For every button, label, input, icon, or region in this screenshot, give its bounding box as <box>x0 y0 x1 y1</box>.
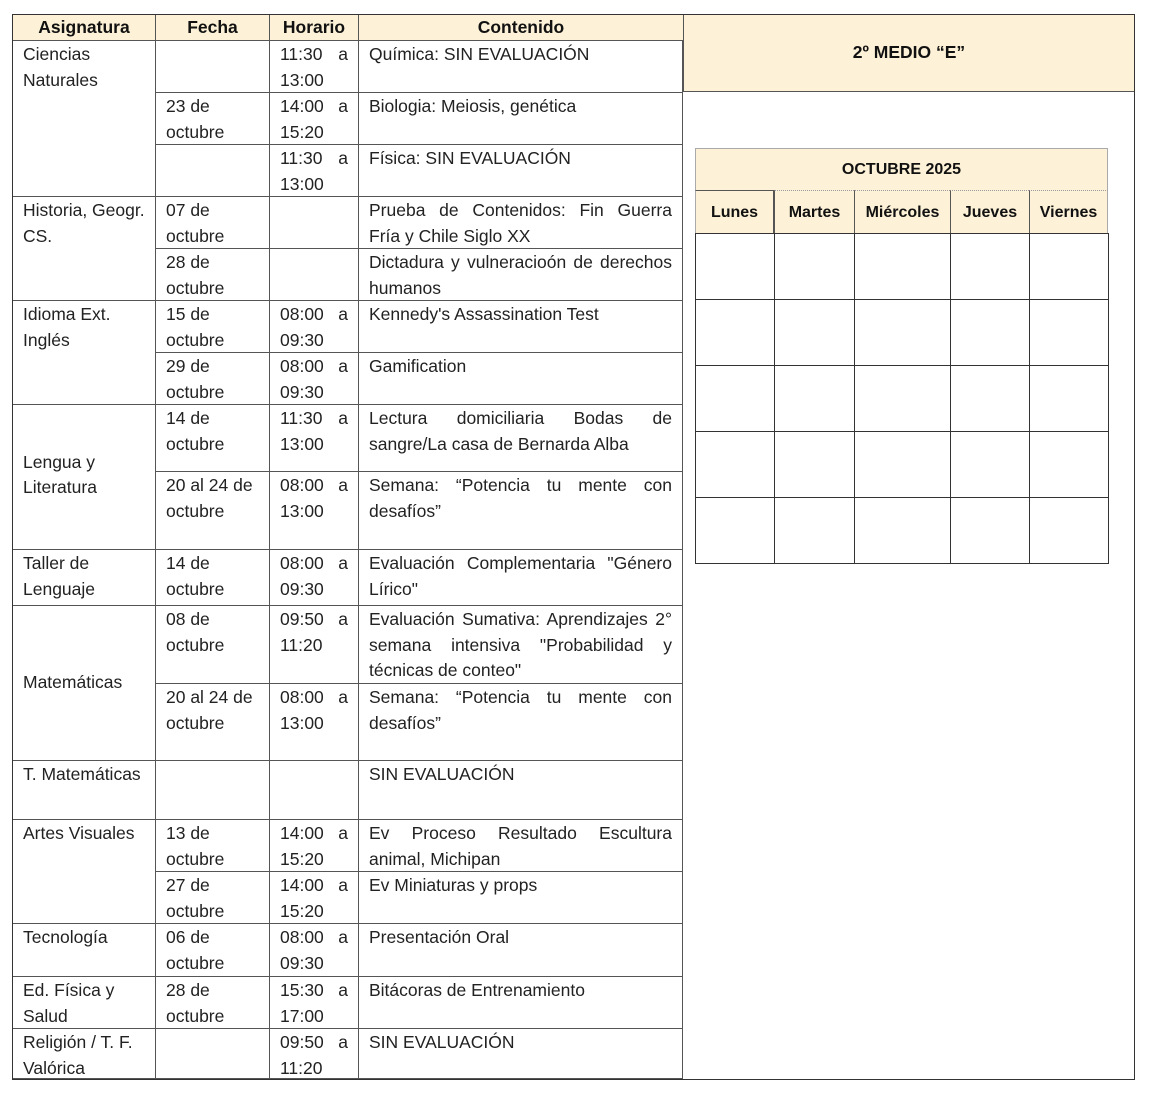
calendar-day-cell[interactable] <box>854 365 951 432</box>
entry-time: 14:00 a 15:20 <box>280 96 348 142</box>
entry-time: 08:00 a 09:30 <box>280 553 348 599</box>
time-cell <box>269 871 358 923</box>
subject-cell <box>12 196 155 300</box>
content-cell <box>358 92 683 144</box>
calendar-day-header <box>774 190 854 233</box>
time-cell <box>269 605 358 683</box>
entry-date: 13 de octubre <box>166 823 225 869</box>
date-cell <box>155 923 269 976</box>
entry-date: 29 de octubre <box>166 356 225 402</box>
time-cell <box>269 683 358 760</box>
content-cell <box>358 605 683 683</box>
subject-name: Lengua y Literatura <box>23 451 97 497</box>
date-cell <box>155 605 269 683</box>
subject-name: Religión / T. F. Valórica <box>23 1032 133 1078</box>
content-cell <box>358 248 683 300</box>
subject-name: Idioma Ext. Inglés <box>23 304 111 350</box>
date-cell <box>155 404 269 471</box>
time-cell <box>269 404 358 471</box>
subject-cell <box>12 976 155 1028</box>
entry-time: 08:00 a 09:30 <box>280 927 348 973</box>
entry-time: 14:00 a 15:20 <box>280 823 348 869</box>
entry-content: Química: SIN EVALUACIÓN <box>369 44 590 64</box>
course-title-cell <box>683 14 1134 92</box>
content-cell <box>358 1028 683 1079</box>
content-cell <box>358 760 683 819</box>
entry-date: 27 de octubre <box>166 875 225 921</box>
subject-cell <box>12 760 155 819</box>
time-cell <box>269 40 358 92</box>
entry-date: 07 de octubre <box>166 200 225 246</box>
entry-date: 23 de octubre <box>166 96 225 142</box>
content-cell <box>358 471 683 549</box>
subject-name: Ciencias Naturales <box>23 44 98 90</box>
calendar-title-cell <box>695 148 1108 190</box>
calendar-day-cell[interactable] <box>950 233 1030 300</box>
date-cell <box>155 352 269 404</box>
content-cell <box>358 40 683 92</box>
subject-name: Matemáticas <box>23 672 123 693</box>
content-cell <box>358 976 683 1028</box>
entry-date: 15 de octubre <box>166 304 225 350</box>
entry-content: Bitácoras de Entrenamiento <box>369 980 585 1000</box>
date-cell <box>155 976 269 1028</box>
calendar-day-cell[interactable] <box>1029 233 1109 300</box>
entry-content: Gamification <box>369 356 467 376</box>
time-cell <box>269 352 358 404</box>
subject-name: Artes Visuales <box>23 823 135 843</box>
day-name: Jueves <box>962 204 1018 221</box>
entry-content: Ev Miniaturas y props <box>369 875 538 895</box>
subject-cell <box>12 819 155 923</box>
calendar-day-header <box>695 190 774 233</box>
header-horario-cell <box>269 14 358 40</box>
table-bottom-border <box>12 1078 683 1079</box>
entry-time: 08:00 a 09:30 <box>280 304 348 350</box>
entry-date: 28 de octubre <box>166 980 225 1026</box>
header-contenido: Contenido <box>477 17 565 37</box>
date-cell <box>155 144 269 196</box>
header-asignatura-cell <box>12 14 155 40</box>
entry-content: Ev Proceso Resultado Escultura animal, Michipan <box>369 823 672 869</box>
calendar-day-cell[interactable] <box>695 497 775 564</box>
date-cell <box>155 196 269 248</box>
time-cell <box>269 819 358 871</box>
subject-name: Historia, Geogr. CS. <box>23 200 145 246</box>
entry-time: 11:30 a 13:00 <box>280 148 348 194</box>
subject-cell <box>12 605 155 760</box>
calendar-day-header <box>1029 190 1108 233</box>
day-name: Martes <box>788 204 841 221</box>
date-cell <box>155 248 269 300</box>
calendar-day-cell[interactable] <box>950 431 1030 498</box>
entry-content: Presentación Oral <box>369 927 510 947</box>
date-cell <box>155 549 269 605</box>
entry-time: 09:50 a 11:20 <box>280 1032 348 1078</box>
header-fecha: Fecha <box>187 17 238 37</box>
content-cell <box>358 144 683 196</box>
time-cell <box>269 300 358 352</box>
calendar-day-cell[interactable] <box>774 497 855 564</box>
entry-content: Prueba de Contenidos: Fin Guerra Fría y Chile Siglo XX <box>369 200 672 246</box>
header-asignatura: Asignatura <box>38 17 130 37</box>
calendar-day-cell[interactable] <box>774 431 855 498</box>
calendar-day-cell[interactable] <box>854 431 951 498</box>
entry-time: 11:30 a 13:00 <box>280 408 348 454</box>
time-cell <box>269 248 358 300</box>
time-cell <box>269 196 358 248</box>
calendar-day-cell[interactable] <box>695 233 775 300</box>
calendar-day-cell[interactable] <box>950 365 1030 432</box>
entry-date: 14 de octubre <box>166 408 225 454</box>
entry-time: 11:30 a 13:00 <box>280 44 348 90</box>
subject-name: T. Matemáticas <box>23 764 141 784</box>
course-title: 2º MEDIO “E” <box>852 42 966 62</box>
time-cell <box>269 976 358 1028</box>
subject-cell <box>12 1028 155 1079</box>
entry-time: 09:50 a 11:20 <box>280 609 348 655</box>
calendar-day-cell[interactable] <box>695 299 775 366</box>
entry-content: Kennedy's Assassination Test <box>369 304 599 324</box>
subject-name: Ed. Física y Salud <box>23 980 115 1026</box>
entry-content: Lectura domiciliaria Bodas de sangre/La casa de Bernarda Alba <box>369 408 672 454</box>
date-cell <box>155 471 269 549</box>
content-cell <box>358 871 683 923</box>
calendar-day-cell[interactable] <box>1029 497 1109 564</box>
calendar-day-cell[interactable] <box>950 299 1030 366</box>
calendar-day-cell[interactable] <box>854 497 951 564</box>
calendar-day-cell[interactable] <box>1029 365 1109 432</box>
date-cell <box>155 40 269 92</box>
time-cell <box>269 92 358 144</box>
entry-content: SIN EVALUACIÓN <box>369 764 515 784</box>
entry-content: Física: SIN EVALUACIÓN <box>369 148 571 168</box>
date-cell <box>155 760 269 819</box>
time-cell <box>269 549 358 605</box>
calendar-day-header <box>950 190 1029 233</box>
content-cell <box>358 549 683 605</box>
content-cell <box>358 300 683 352</box>
subject-cell <box>12 40 155 196</box>
calendar-day-cell[interactable] <box>774 365 855 432</box>
content-cell <box>358 196 683 248</box>
calendar-day-cell[interactable] <box>695 431 775 498</box>
entry-date: 20 al 24 de octubre <box>166 475 253 521</box>
time-cell <box>269 923 358 976</box>
day-name: Miércoles <box>865 204 940 221</box>
header-contenido-cell <box>358 14 683 40</box>
date-cell <box>155 683 269 760</box>
subject-cell <box>12 923 155 976</box>
date-cell <box>155 92 269 144</box>
date-cell <box>155 300 269 352</box>
calendar-day-cell[interactable] <box>1029 431 1109 498</box>
time-cell <box>269 471 358 549</box>
content-cell <box>358 819 683 871</box>
entry-date: 14 de octubre <box>166 553 225 599</box>
entry-content: Semana: “Potencia tu mente con desafíos” <box>369 687 672 733</box>
calendar-day-cell[interactable] <box>774 233 855 300</box>
subject-cell <box>12 300 155 404</box>
calendar-day-header <box>854 190 950 233</box>
entry-time: 15:30 a 17:00 <box>280 980 348 1026</box>
calendar-title: OCTUBRE 2025 <box>841 161 962 178</box>
content-cell <box>358 923 683 976</box>
date-cell <box>155 819 269 871</box>
subject-name: Tecnología <box>23 927 108 947</box>
content-cell <box>358 404 683 471</box>
entry-date: 20 al 24 de octubre <box>166 687 253 733</box>
header-horario: Horario <box>282 17 346 37</box>
entry-content: SIN EVALUACIÓN <box>369 1032 515 1052</box>
time-cell <box>269 144 358 196</box>
calendar-day-cell[interactable] <box>854 299 951 366</box>
subject-cell <box>12 549 155 605</box>
date-cell <box>155 1028 269 1079</box>
calendar-day-cell[interactable] <box>950 497 1030 564</box>
entry-time: 08:00 a 09:30 <box>280 356 348 402</box>
entry-time: 14:00 a 15:20 <box>280 875 348 921</box>
day-name: Viernes <box>1039 204 1098 221</box>
time-cell <box>269 760 358 819</box>
calendar-day-cell[interactable] <box>695 365 775 432</box>
entry-content: Biologia: Meiosis, genética <box>369 96 577 116</box>
entry-content: Evaluación Complementaria "Género Lírico" <box>369 553 672 599</box>
entry-content: Dictadura y vulneracioón de derechos humanos <box>369 252 672 298</box>
header-fecha-cell <box>155 14 269 40</box>
entry-content: Evaluación Sumativa: Aprendizajes 2° semana intensiva "Probabilidad y técnicas de conteo" <box>369 609 672 680</box>
subject-cell <box>12 404 155 549</box>
calendar-day-cell[interactable] <box>774 299 855 366</box>
content-cell <box>358 352 683 404</box>
entry-date: 06 de octubre <box>166 927 225 973</box>
entry-date: 08 de octubre <box>166 609 225 655</box>
date-cell <box>155 871 269 923</box>
entry-date: 28 de octubre <box>166 252 225 298</box>
entry-content: Semana: “Potencia tu mente con desafíos” <box>369 475 672 521</box>
subject-name: Taller de Lenguaje <box>23 553 96 599</box>
time-cell <box>269 1028 358 1079</box>
entry-time: 08:00 a 13:00 <box>280 687 348 733</box>
calendar-day-cell[interactable] <box>854 233 951 300</box>
calendar-day-cell[interactable] <box>1029 299 1109 366</box>
day-name: Lunes <box>710 204 759 221</box>
content-cell <box>358 683 683 760</box>
entry-time: 08:00 a 13:00 <box>280 475 348 521</box>
